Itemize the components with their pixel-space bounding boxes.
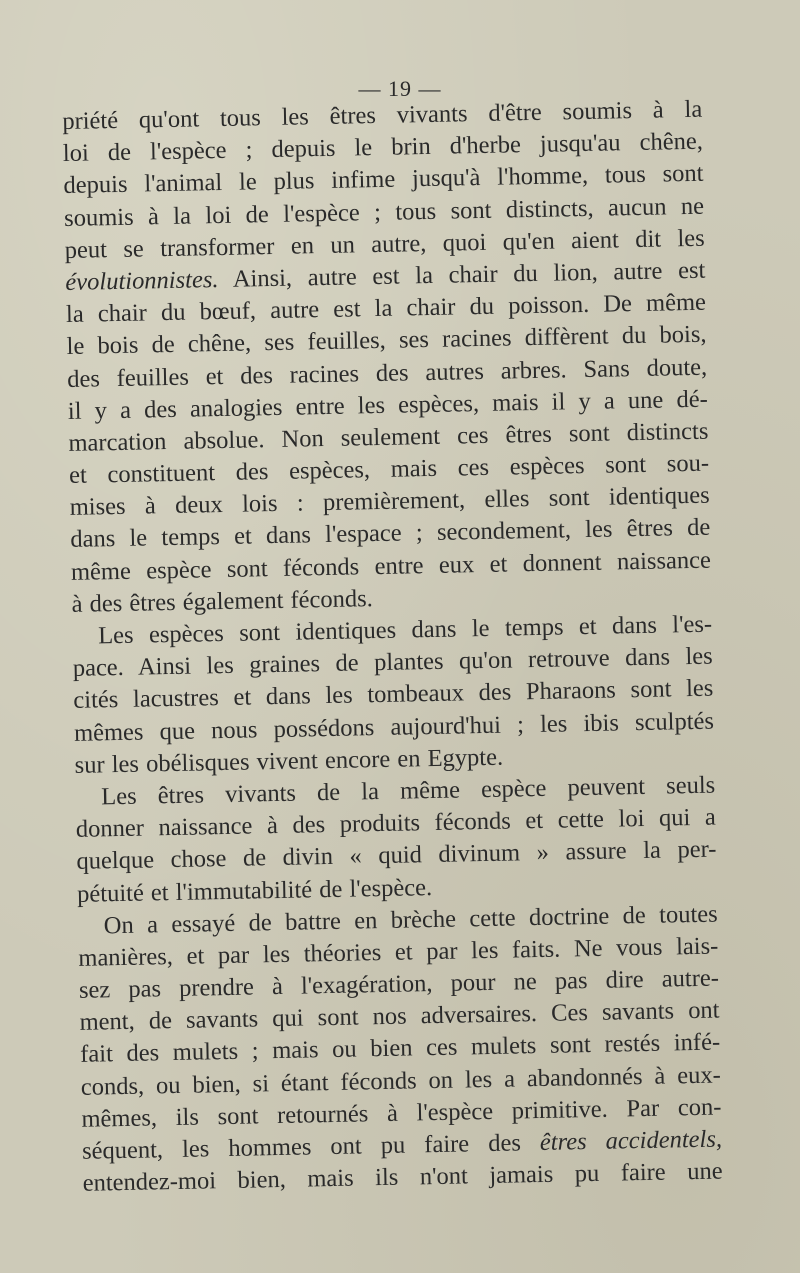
text-line: ment, de savants qui sont nos adversaires. Ces savants ont bbox=[79, 996, 720, 1037]
text-line: pétuité et l'immutabilité de l'espèce. bbox=[76, 873, 433, 908]
text-line: depuis l'animal le plus infime jusqu'à l'homme, tous sont bbox=[63, 160, 704, 200]
text-line: manières, et par les théories et par les faits. Ne vous lais- bbox=[78, 932, 719, 972]
text-line: dans le temps et dans l'espace ; secondement, les êtres de bbox=[70, 514, 711, 554]
text-line: mêmes que nous possédons aujourd'hui ; les ibis sculptés bbox=[73, 707, 715, 747]
text-line: marcation absolue. Non seulement ces êtres sont distincts bbox=[68, 417, 709, 457]
text-line: donner naissance à des produits féconds et cette loi qui a bbox=[75, 803, 717, 843]
text-line: mises à deux lois : premièrement, elles sont identiques bbox=[69, 481, 710, 522]
text-line: loi de l'espèce ; depuis le brin d'herbe jusqu'au chêne, bbox=[62, 127, 704, 168]
text-line: sez pas prendre à l'exagération, pour ne pas dire autre- bbox=[78, 964, 720, 1004]
text-line: mêmes, ils sont retournés à l'espèce primitive. Par con- bbox=[81, 1093, 722, 1133]
text-line: la chair du bœuf, autre est la chair du poisson. De même bbox=[65, 288, 707, 329]
text-line: le bois de chêne, ses feuilles, ses racines diffèrent du bois, bbox=[66, 320, 707, 361]
text-line: pace. Ainsi les graines de plantes qu'on retrouve dans les bbox=[72, 642, 713, 683]
text-line: il y a des analogies entre les espèces, mais il y a une dé- bbox=[67, 385, 709, 425]
body-text bbox=[62, 94, 723, 1200]
text-line: même espèce sont féconds entre eux et donnent naissance bbox=[70, 546, 712, 586]
text-line: conds, ou bien, si étant féconds on les a abandonnés à eux- bbox=[80, 1061, 721, 1101]
text-line: On a essayé de battre en brèche cette doctrine de toutes bbox=[103, 900, 718, 940]
italic-term: évolutionnistes. bbox=[65, 265, 219, 296]
text-line: Les êtres vivants de la même espèce peuvent seuls bbox=[101, 771, 716, 811]
text-segment: séquent, les hommes ont pu faire des bbox=[81, 1129, 541, 1165]
italic-term: êtres accidentels, bbox=[539, 1125, 723, 1157]
text-line: quelque chose de divin « quid divinum » assure la per- bbox=[76, 835, 717, 876]
text-line: fait des mulets ; mais ou bien ces mulets sont restés infé- bbox=[79, 1028, 721, 1069]
text-line: entendez-moi bien, mais ils n'ont jamais pu faire une bbox=[82, 1157, 723, 1197]
text-line: et constituent des espèces, mais ces espèces sont sou- bbox=[68, 449, 710, 489]
text-line: peut se transformer en un autre, quoi qu'en aient dit les bbox=[64, 224, 705, 264]
text-line: soumis à la loi de l'espèce ; tous sont distincts, aucun ne bbox=[63, 192, 705, 232]
text-segment: Ainsi, autre est la chair du lion, autre est bbox=[218, 256, 706, 293]
text-line: à des êtres également féconds. bbox=[71, 584, 374, 618]
text-line: priété qu'ont tous les êtres vivants d'être soumis à la bbox=[62, 95, 703, 135]
text-line: des feuilles et des racines des autres arbres. Sans doute, bbox=[66, 353, 708, 393]
text-line: cités lacustres et dans les tombeaux des Pharaons sont les bbox=[73, 674, 714, 715]
page-number: — 19 — bbox=[358, 76, 442, 101]
text-line: Les espèces sont identiques dans le temps et dans l'es- bbox=[97, 610, 713, 650]
text-line: sur les obélisques vivent encore en Egypte. bbox=[74, 743, 504, 779]
